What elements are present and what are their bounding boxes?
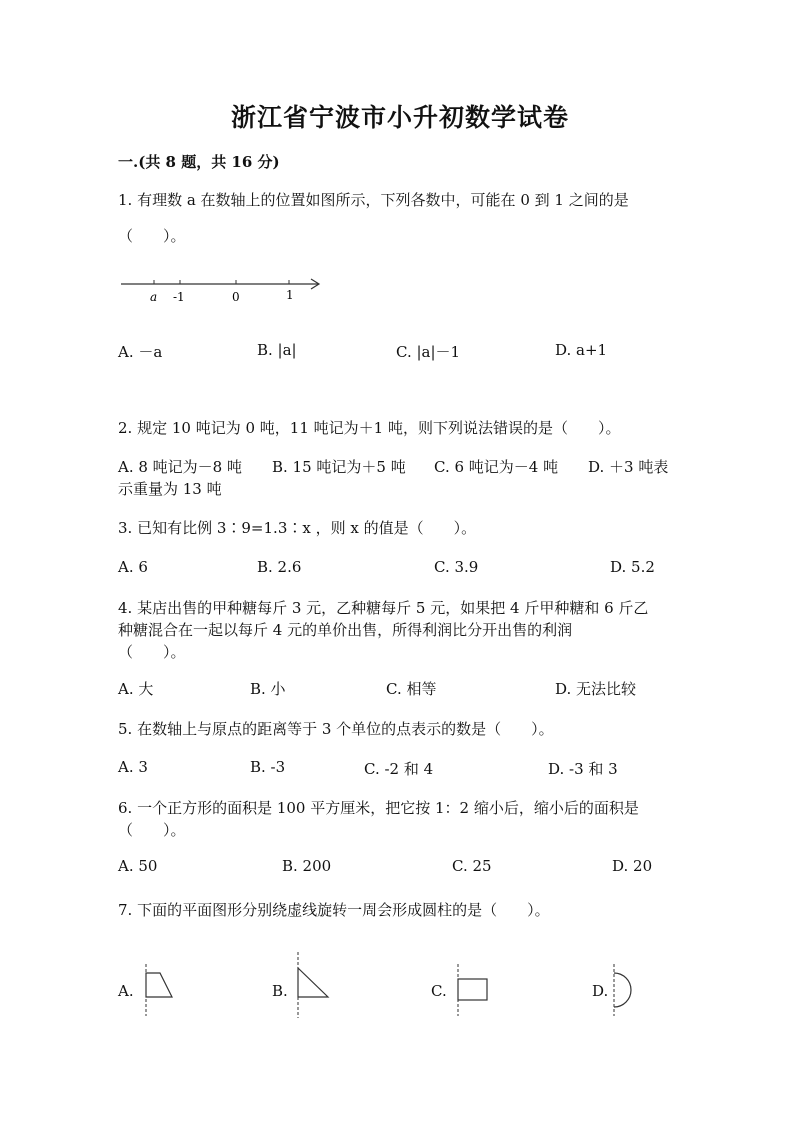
tick-label-minus-1: -1 [173, 290, 185, 304]
q4-option-d: D. 无法比较 [555, 680, 637, 698]
q6-option-c: C. 25 [452, 857, 492, 875]
question-3-stem: 3. 已知有比例 3∶9=1.3∶x ，则 x 的值是（ ）。 [118, 519, 477, 537]
section-heading: 一.(共 8 题，共 16 分) [118, 153, 280, 171]
q5-option-a: A. 3 [118, 758, 148, 776]
tick-label-a: a [150, 290, 158, 304]
q1-option-a: A. －a [118, 343, 163, 361]
semicircle-shape [614, 973, 631, 1007]
triangle-shape [298, 968, 328, 997]
q5-option-d: D. -3 和 3 [548, 760, 618, 778]
q3-option-c: C. 3.9 [434, 558, 479, 576]
tick-label-1: 1 [286, 288, 294, 302]
question-6-stem-line-2: （ ）。 [118, 821, 186, 839]
q2-option-b: B. 15 吨记为＋5 吨 [272, 458, 406, 476]
q7-figure-b-triangle [290, 950, 332, 1020]
q4-option-a: A. 大 [118, 680, 154, 698]
q6-option-a: A. 50 [118, 857, 158, 875]
question-6-stem-line-1: 6. 一个正方形的面积是 100 平方厘米，把它按 1：2 缩小后，缩小后的面积是 [118, 799, 639, 817]
q7-option-c: C. [431, 982, 447, 1000]
q6-option-d: D. 20 [612, 857, 653, 875]
tick-label-0: 0 [232, 290, 240, 304]
q2-option-a: A. 8 吨记为－8 吨 [118, 458, 242, 476]
q2-option-d: D. ＋3 吨表 [588, 458, 669, 476]
question-5-stem: 5. 在数轴上与原点的距离等于 3 个单位的点表示的数是（ ）。 [118, 720, 554, 738]
q2-option-d-continued: 示重量为 13 吨 [118, 480, 222, 498]
question-4-stem-line-3: （ ）。 [118, 643, 186, 661]
q7-figure-c-rectangle [450, 962, 492, 1018]
q1-option-d: D. a+1 [555, 341, 608, 359]
q7-option-d: D. [592, 982, 609, 1000]
q7-figure-d-semicircle [606, 962, 642, 1018]
question-4-stem-line-2: 种糖混合在一起以每斤 4 元的单价出售，所得利润比分开出售的利润 [118, 621, 573, 639]
question-7-stem: 7. 下面的平面图形分别绕虚线旋转一周会形成圆柱的是（ ）。 [118, 901, 550, 919]
q7-option-b: B. [272, 982, 288, 1000]
number-line-figure [118, 272, 328, 306]
q6-option-b: B. 200 [282, 857, 332, 875]
q2-option-c: C. 6 吨记为－4 吨 [434, 458, 559, 476]
page-title: 浙江省宁波市小升初数学试卷 [230, 103, 569, 132]
q3-option-a: A. 6 [118, 558, 148, 576]
q3-option-d: D. 5.2 [610, 558, 655, 576]
q5-option-c: C. -2 和 4 [364, 760, 434, 778]
q1-option-c: C. |a|－1 [396, 343, 461, 361]
q5-option-b: B. -3 [250, 758, 286, 776]
question-1-stem-line-1: 1. 有理数 a 在数轴上的位置如图所示，下列各数中，可能在 0 到 1 之间的是 [118, 191, 629, 209]
q7-option-a: A. [118, 982, 134, 1000]
q3-option-b: B. 2.6 [257, 558, 302, 576]
question-4-stem-line-1: 4. 某店出售的甲种糖每斤 3 元，乙种糖每斤 5 元，如果把 4 斤甲种糖和 6 斤乙 [118, 599, 649, 617]
rectangle-shape [458, 979, 487, 1000]
q4-option-b: B. 小 [250, 680, 286, 698]
trapezoid-shape [146, 973, 172, 997]
q4-option-c: C. 相等 [386, 680, 437, 698]
question-1-stem-line-2: （ ）。 [118, 227, 186, 245]
q1-option-b: B. |a| [257, 341, 297, 359]
question-2-stem: 2. 规定 10 吨记为 0 吨，11 吨记为＋1 吨，则下列说法错误的是（ ）。 [118, 419, 621, 437]
q7-figure-a-trapezoid [138, 962, 178, 1018]
